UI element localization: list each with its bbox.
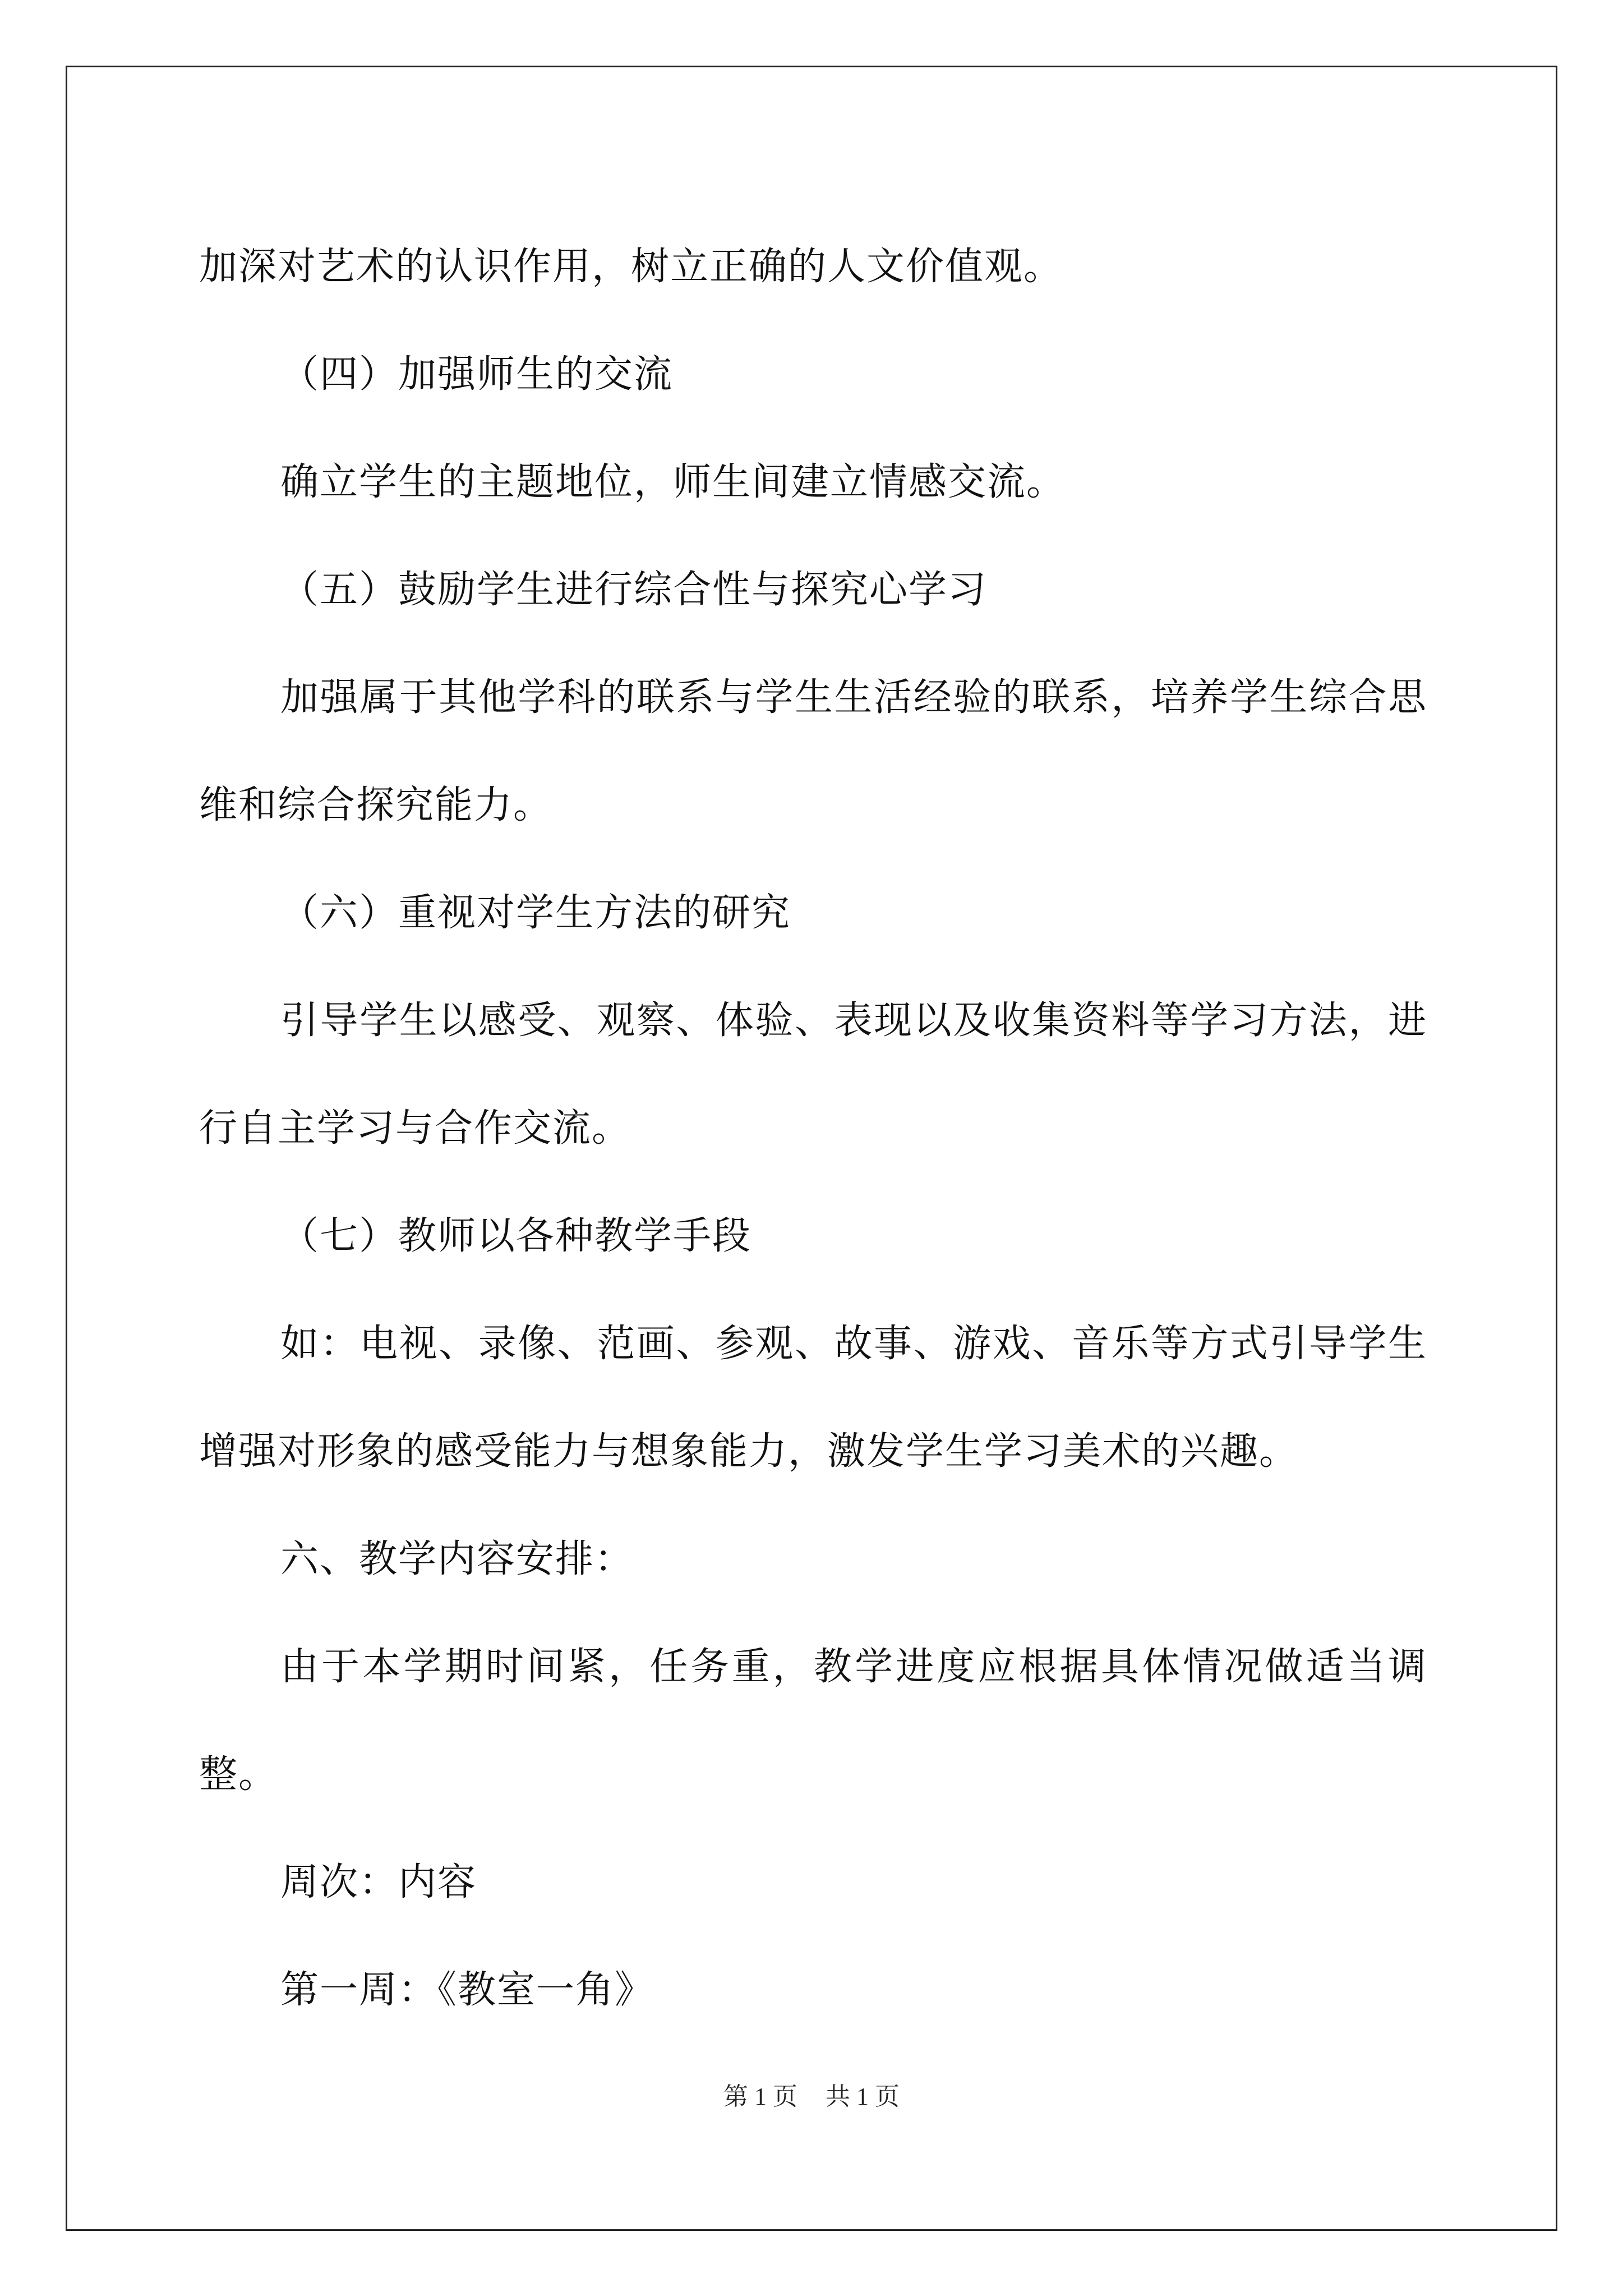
paragraph: （四）加强师生的交流: [280, 352, 674, 397]
paragraph: 第一周：《教室一角》: [280, 1968, 654, 2012]
paragraph: 如：电视、录像、范画、参观、故事、游戏、音乐等方式引导学生增强对形象的感受能力与想象能力，激发学生学习美术的兴趣。: [199, 1322, 1427, 1474]
paragraph: 引导学生以感受、观察、体验、表现以及收集资料等学习方法，进行自主学习与合作交流。: [199, 999, 1427, 1151]
page-count: 共 1 页: [826, 2083, 900, 2110]
paragraph: （七）教师以各种教学手段: [280, 1214, 752, 1258]
paragraph: 确立学生的主题地位，师生间建立情感交流。: [280, 460, 1066, 504]
paragraph: 周次：内容: [280, 1860, 477, 1904]
paragraph: 加深对艺术的认识作用，树立正确的人文价值观。: [199, 245, 1063, 289]
page-footer: [0, 2081, 1623, 2113]
paragraph: （五）鼓励学生进行综合性与探究心学习: [280, 568, 988, 612]
page-number: 第 1 页: [723, 2083, 797, 2110]
document-body: [199, 213, 1427, 2044]
paragraph: 加强属于其他学科的联系与学生生活经验的联系，培养学生综合思维和综合探究能力。: [199, 675, 1427, 827]
paragraph: （六）重视对学生方法的研究: [280, 891, 791, 935]
paragraph: 由于本学期时间紧，任务重，教学进度应根据具体情况做适当调整。: [199, 1645, 1427, 1797]
paragraph: 六、教学内容安排：: [280, 1537, 634, 1581]
